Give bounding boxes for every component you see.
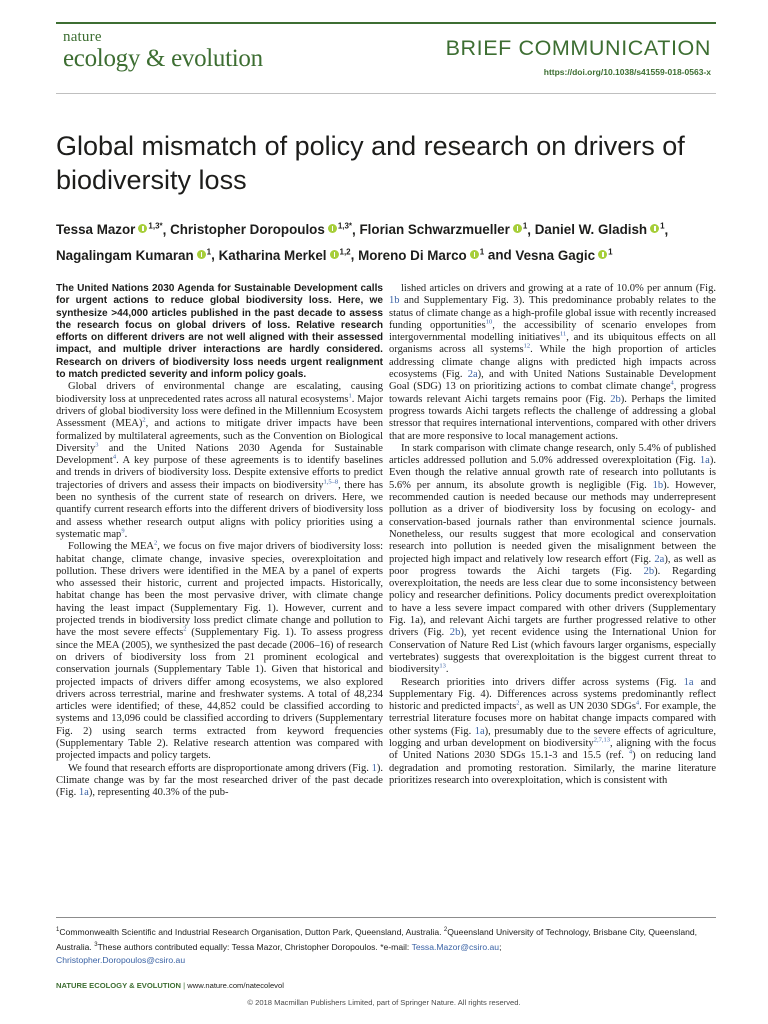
author-name[interactable]: Nagalingam Kumaran	[56, 247, 194, 263]
figure-ref-link[interactable]: 2a	[654, 553, 665, 565]
author-separator: ,	[352, 222, 360, 238]
body-paragraph	[389, 677, 716, 788]
footer-separator: |	[181, 981, 188, 990]
text-run: .	[124, 528, 128, 540]
citation-ref[interactable]: 10	[485, 318, 493, 326]
email-link-doropoulos[interactable]: Christopher.Doropoulos@csiro.au	[56, 954, 186, 965]
author-name[interactable]: Tessa Mazor	[56, 222, 136, 238]
text-run: , we focus on five major drivers of biodiversity loss: habitat change, climate change, invasive species, overexploitation and pollution. These drivers were identified in the MEA by a panel of experts who assessed their historic, current and projected impacts. Historically, habitat change has been the most pervasive driver, with climate change having the least impact (Supplementary Fig. 1). However, current and projected trends in biodiversity loss predict climate change and pollution to have the most severe effects	[56, 541, 383, 639]
aff-2-num: 2	[443, 927, 448, 933]
author-affiliation: 1	[206, 247, 212, 257]
body-paragraph	[389, 283, 716, 443]
citation-ref[interactable]: 1	[348, 392, 352, 400]
text-run: , and actions to mitigate driver impacts have been formalized by multilateral agreements, such as the Convention on Biological Diversity	[56, 418, 384, 454]
author	[360, 222, 528, 237]
citation-ref[interactable]: 4	[670, 379, 674, 387]
text-run: Global drivers of environmental change are escalating, causing biodiversity loss at unprecedented rates across all natural ecosystems	[56, 381, 383, 405]
figure-ref-link[interactable]: 1a	[699, 455, 710, 467]
text-run: ). However, recommended caution is needed because our methods may underrepresent pollution as a driver of biodiversity loss by focusing on ecology- and conservation-based journals rather than environmental science journals. Nonetheless, our results suggest that more ecological and conservation research into pollution is needed given the misalignment between the projected high impact and relatively low research effort (Fig.	[389, 479, 716, 565]
header-bottom-rule	[56, 93, 716, 94]
text-run: Following the MEA	[68, 541, 155, 553]
journal-logo[interactable]	[63, 30, 263, 72]
text-run: , progress towards relevant Aichi targets remains poor (Fig.	[389, 381, 716, 405]
text-run: ). Even though the relative annual growth rate of research into pollutants is 5.6% per annum, its absolute growth is negligible (Fig.	[389, 455, 716, 491]
text-run: ), as well as poor progress towards the Aichi targets (Fig.	[389, 553, 716, 577]
author	[535, 222, 665, 237]
citation-ref[interactable]: 2	[142, 416, 146, 424]
footnote-rule	[56, 917, 716, 918]
author	[56, 248, 211, 263]
body-paragraph	[56, 541, 383, 762]
figure-ref-link[interactable]: 1	[371, 762, 377, 774]
aff-3-num: 3	[94, 941, 98, 948]
text-run: .	[445, 664, 449, 676]
citation-ref[interactable]: 12	[523, 342, 531, 350]
figure-ref-link[interactable]: 2b	[610, 393, 621, 405]
text-run: (Supplementary Fig. 1). To assess progress since the MEA (2005), we synthesized the past decade (2006–16) of research on drivers of biodiversity loss from 21 prominent ecological and conservation journals (Supplementary Table 1). Given that historical and projected impacts of drivers differ among ecosystems, we also explored drivers across terrestrial, marine and freshwater systems. A total of 48,234 articles were identified; of these, 44,852 could be classified according to systems and 13,096 could be classified according to drivers (Supplementary Fig. 2) using search terms extracted from keyword frequencies (Supplementary Table 2). Relative research attention was compared with projected impacts and policy targets.	[56, 627, 384, 762]
text-run: and the United Nations 2030 Agenda for Sustainable Development	[56, 442, 383, 467]
orcid-icon[interactable]	[598, 250, 607, 259]
text-run: . A key purpose of these agreements is to identify baselines and trends in drivers of biodiversity loss. Despite extensive efforts to predict trajectories of drivers and assess their impacts on biodiversity	[56, 455, 383, 491]
text-run: ), presumably due to the severe effects of agriculture, logging and urban development on biodiversity	[389, 725, 716, 749]
text-run: and Supplementary Fig. 3). This predominance probably relates to the status of climate change as a high-profile global issue with recently increased funding opportunities	[389, 295, 716, 331]
left-column	[56, 283, 383, 799]
orcid-icon[interactable]	[197, 250, 206, 259]
author-name[interactable]: Vesna Gagic	[515, 247, 596, 263]
author-name[interactable]: Moreno Di Marco	[358, 247, 467, 263]
author-affiliation: 1	[608, 247, 613, 257]
orcid-icon[interactable]	[650, 224, 659, 233]
text-run: ). Regarding overexploitation, the needs are less clear due to some inconsistency between policy and researcher definitions. Policy documents predict overexploitation to have a less severe impact compared with other drivers (Supplementary Fig. 1a), and relevant Aichi targets are further progressed relative to other drivers (Fig.	[389, 565, 716, 639]
citation-ref[interactable]: 2	[154, 539, 158, 547]
author-name[interactable]: Daniel W. Gladish	[534, 222, 648, 238]
citation-ref[interactable]: 2	[516, 699, 520, 707]
left-body	[56, 381, 383, 799]
text-run: In stark comparison with climate change research, only 5.4% of published articles addressed pollution and 5.0% addressed overexploitation (Fig.	[389, 442, 716, 467]
author-name[interactable]: Christopher Doropoulos	[170, 222, 325, 238]
affiliation-2: Queensland University of Technology, Brisbane City, Queensland, Australia.	[56, 926, 698, 952]
text-run: and Supplementary Fig. 4). Differences across systems predominantly reflect historic and predicted impacts	[389, 676, 716, 713]
citation-ref[interactable]: 2	[183, 625, 187, 633]
article-type: BRIEF COMMUNICATION	[445, 36, 711, 60]
right-column	[389, 283, 716, 787]
author	[170, 222, 352, 237]
text-run: ) on reducing land degradation and promoting restoration. Similarly, the marine literature prioritizes research into overexploitation, which is consistent with	[389, 750, 716, 786]
citation-ref[interactable]: 11	[559, 330, 567, 338]
affiliation-3: These authors contributed equally: Tessa Mazor, Christopher Doropoulos. *e-mail:	[97, 941, 412, 952]
author-affiliation: 1	[522, 222, 528, 231]
text-run: , as well as UN 2030 SDGs	[519, 701, 636, 713]
text-run: We found that research efforts are disproportionate among drivers (Fig.	[68, 762, 372, 774]
citation-ref[interactable]: 1,5–8	[323, 478, 339, 486]
text-run: ). Perhaps the limited progress towards Aichi targets reflects the challenge of addressing a global stressor that requires international interventions, compared with other drivers that are more responsive to local management actions.	[389, 393, 716, 442]
body-paragraph	[56, 763, 383, 800]
author	[515, 248, 612, 263]
author	[358, 248, 484, 263]
author-separator: ,	[350, 247, 359, 263]
citation-ref[interactable]: 4	[628, 748, 633, 756]
orcid-icon[interactable]	[513, 224, 522, 233]
figure-ref-link[interactable]: 1b	[652, 479, 664, 491]
text-run: . While the high proportion of articles addressing climate change aligns with predicted high impacts across ecosystems (Fig.	[389, 344, 716, 381]
logo-line-nature: nature	[63, 29, 102, 45]
citation-ref[interactable]: 4	[635, 699, 640, 707]
header-top-rule	[56, 22, 716, 24]
text-run: lished articles on drivers and growing at a rate of 10.0% per annum (Fig.	[401, 283, 716, 294]
journal-name: NATURE ECOLOGY & EVOLUTION	[56, 981, 182, 990]
orcid-icon[interactable]	[138, 224, 147, 233]
body-paragraph	[56, 381, 383, 541]
author-separator: and	[484, 247, 516, 263]
citation-ref[interactable]: 4	[112, 453, 117, 461]
figure-ref-link[interactable]: 2a	[467, 369, 478, 381]
citation-ref[interactable]: 3	[95, 441, 99, 449]
author-separator: ,	[162, 222, 171, 238]
author-separator: ,	[664, 222, 669, 238]
figure-ref-link[interactable]: 1a	[78, 787, 89, 799]
text-run: . For example, the terrestrial literature focuses more on habitat change impacts compared with other systems (Fig.	[389, 701, 716, 737]
affiliations-footnote	[56, 924, 716, 967]
email-separator: ;	[499, 941, 502, 952]
author	[56, 222, 163, 237]
author-name[interactable]: Florian Schwarzmueller	[359, 222, 510, 238]
logo-line-journal: ecology & evolution	[63, 45, 263, 72]
author-affiliation: 1,3*	[148, 222, 163, 231]
text-run: ). Climate change was by far the most researched driver of the past decade (Fig.	[56, 762, 383, 799]
figure-ref-link[interactable]: 1b	[389, 295, 400, 307]
author-separator: ,	[211, 247, 219, 263]
right-body	[389, 283, 716, 787]
citation-ref[interactable]: 2,7,13	[593, 736, 611, 744]
author-list	[56, 216, 726, 267]
journal-footer	[56, 981, 284, 990]
text-run: , and its ubiquitous effects on all organisms across all systems	[389, 332, 717, 356]
author-separator: ,	[527, 222, 535, 238]
author-affiliation: 1,3*	[337, 222, 353, 231]
citation-ref[interactable]: 13	[439, 662, 446, 670]
text-run: Research priorities into drivers differ across systems (Fig.	[401, 676, 684, 688]
doi-link[interactable]: https://doi.org/10.1038/s41559-018-0563-x	[543, 67, 711, 77]
figure-ref-link[interactable]: 2b	[449, 627, 461, 639]
journal-url-link[interactable]: www.nature.com/natecolevol	[187, 981, 284, 990]
orcid-icon[interactable]	[330, 250, 339, 259]
figure-ref-link[interactable]: 1a	[474, 725, 485, 737]
body-paragraph	[389, 443, 716, 677]
author-affiliation: 1,2	[339, 247, 351, 257]
citation-ref[interactable]: 9	[121, 527, 125, 535]
copyright-notice: © 2018 Macmillan Publishers Limited, part of Springer Nature. All rights reserved.	[247, 998, 521, 1007]
aff-1-num: 1	[56, 927, 60, 933]
text-run: ), representing 40.3% of the pub-	[88, 787, 229, 799]
orcid-icon[interactable]	[328, 224, 337, 233]
article-title: Global mismatch of policy and research on drivers of biodiversity loss	[56, 131, 685, 195]
figure-ref-link[interactable]: 1a	[683, 676, 694, 688]
text-run: . Major drivers of global biodiversity loss were defined in the Millennium Ecosystem Assessment (MEA)	[56, 393, 383, 430]
affiliation-1: Commonwealth Scientific and Industrial Research Organisation, Dutton Park, Queensland, Australia.	[59, 926, 444, 937]
author-affiliation: 1	[660, 222, 665, 231]
orcid-icon[interactable]	[470, 250, 479, 259]
text-run: ), and with United Nations Sustainable Development Goal (SDG) 13 on prioritizing actions to combat climate change	[389, 369, 717, 393]
text-run: ), yet recent evidence using the International Union for Conservation of Nature Red List (which favours larger organisms, especially vertebrates) suggests that overexploitation is the biggest current threat to biodiversity	[389, 627, 717, 676]
text-run: , the accessibility of scenario envelopes from intergovernmental modelling initiatives	[389, 319, 717, 344]
text-run: , aligning with the focus of United Nations 2030 SDGs 15.1-3 and 15.5 (ref.	[389, 737, 717, 762]
text-run: , there has been no synthesis of the current state of research on drivers. Here, we quantify current research efforts into the different drivers of biodiversity loss and assess whether research output aligns with policy priorities using a systematic map	[56, 479, 383, 540]
abstract: The United Nations 2030 Agenda for Sustainable Development calls for urgent actions to reduce global biodiversity loss. Here, we synthesize >44,000 articles published in the past decade to assess the research focus on global drivers of loss. Relative research efforts on different drivers are not well aligned with their assessed impact, and multiple driver interactions are hardly considered. Research on drivers of biodiversity loss needs urgent realignment to match predicted severity and inform policy goals.	[56, 283, 383, 381]
author-affiliation: 1	[479, 247, 485, 257]
author-name[interactable]: Katharina Merkel	[218, 247, 327, 263]
figure-ref-link[interactable]: 2b	[643, 565, 655, 577]
email-link-mazor[interactable]: Tessa.Mazor@csiro.au	[411, 941, 500, 952]
author	[219, 248, 351, 263]
